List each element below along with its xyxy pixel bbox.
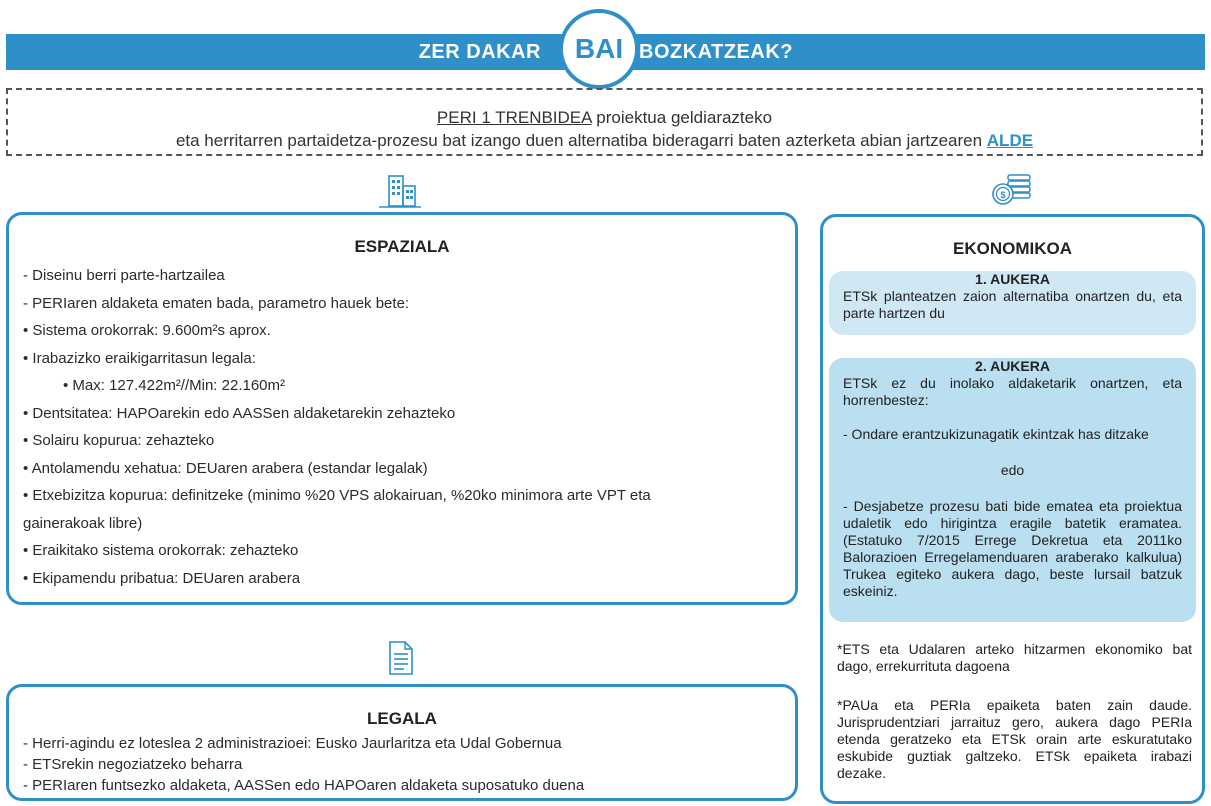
list-item: • Solairu kopurua: zehazteko bbox=[23, 432, 215, 449]
economic-note-1: *ETS eta Udalaren arteko hitzarmen ekonomiko bat dago, errekurrituta dagoena bbox=[837, 641, 1192, 674]
list-item: gainerakoak libre) bbox=[23, 514, 143, 532]
legala-box bbox=[6, 684, 798, 801]
option-2-para-2: - Ondare erantzukizunagatik ekintzak has ditzake bbox=[843, 426, 1149, 442]
intro-line-1 bbox=[8, 108, 1201, 128]
option-2-card bbox=[829, 358, 1196, 622]
legala-title: LEGALA bbox=[367, 709, 437, 728]
economic-note-2: *PAUa eta PERIa epaiketa baten zain daude. Jurisprudentziari jarraituz gero, aukera dago PERIa etenda geratzeko eta ETSk orain arte eskuratutako eskubide guztiak galtzeko. ETSk epaiketa irabazi dezake. bbox=[837, 697, 1192, 781]
list-item: - ETSrekin negoziatzeko beharra bbox=[23, 756, 243, 773]
intro-line-1-rest: proiektua geldiarazteko bbox=[591, 108, 773, 127]
legala-list bbox=[23, 733, 793, 796]
espaziala-box bbox=[6, 212, 798, 605]
list-item: • Eraikitako sistema orokorrak: zehazteko bbox=[23, 542, 299, 559]
option-1-title: 1. AUKERA bbox=[975, 271, 1050, 287]
espaziala-list bbox=[23, 262, 783, 592]
option-1-text: ETSk planteatzen zaion alternatiba onartzen du, eta parte hartzen du bbox=[843, 288, 1182, 321]
bai-label: BAI bbox=[574, 33, 624, 64]
option-2-or: edo bbox=[1000, 462, 1025, 478]
option-2-title: 2. AUKERA bbox=[975, 358, 1050, 374]
intro-line-2-text: eta herritarren partaidetza-prozesu bat izango duen alternatiba bideragarri baten azterketa abian jartzearen bbox=[175, 131, 987, 150]
list-item: • Ekipamendu pribatua: DEUaren arabera bbox=[23, 569, 301, 587]
coins-icon bbox=[990, 172, 1036, 206]
intro-line-2 bbox=[8, 131, 1201, 151]
intro-box bbox=[6, 88, 1203, 156]
list-item: • Max: 127.422m²//Min: 22.160m² bbox=[63, 377, 286, 394]
list-item: • Sistema orokorrak: 9.600m²s aprox. bbox=[23, 322, 271, 339]
list-item: • Dentsitatea: HAPOarekin edo AASSen aldaketarekin zehazteko bbox=[23, 404, 456, 422]
header-right-text: BOZKATZEAK? bbox=[639, 41, 793, 63]
option-2-para-1: ETSk ez du inolako aldaketarik onartzen, eta horrenbestez: bbox=[843, 375, 1182, 408]
list-item: • Irabazizko eraikigarritasun legala: bbox=[23, 349, 256, 367]
list-item: • Antolamendu xehatua: DEUaren arabera (estandar legalak) bbox=[23, 459, 428, 477]
alde-emphasis: ALDE bbox=[986, 131, 1034, 150]
list-item: • Etxebizitza kopurua: definitzeke (minimo %20 VPS alokairuan, %20ko minimora arte VPT eta bbox=[23, 487, 651, 504]
list-item: - Herri-agindu ez loteslea 2 administrazioei: Eusko Jaurlaritza eta Udal Gobernua bbox=[23, 735, 562, 752]
list-item: - PERIaren funtsezko aldaketa, AASSen edo HAPOaren aldaketa suposatuko duena bbox=[23, 777, 585, 794]
ekonomikoa-box bbox=[820, 214, 1205, 804]
bai-badge bbox=[559, 9, 639, 89]
project-name: PERI 1 TRENBIDEA bbox=[436, 108, 592, 127]
list-item: - PERIaren aldaketa ematen bada, parametro hauek bete: bbox=[23, 294, 410, 312]
option-1-card bbox=[829, 271, 1196, 335]
list-item: - Diseinu berri parte-hartzailea bbox=[23, 267, 225, 284]
document-icon bbox=[387, 640, 415, 676]
buildings-icon bbox=[377, 172, 423, 210]
header-left-text: ZER DAKAR bbox=[418, 41, 541, 63]
espaziala-title: ESPAZIALA bbox=[354, 237, 450, 256]
ekonomikoa-title: EKONOMIKOA bbox=[953, 239, 1072, 258]
option-2-para-4: - Desjabetze prozesu bati bide ematea eta proiektua udaletik edo hirigintza eragile batetik eramatea. (Estatuko 7/2015 Errege Dekretua eta 2011ko Balorazioen Erregelamenduaren araberako kalkulua) Trukea egiteko aukera dago, beste lursail batzuk eskeiniz. bbox=[843, 498, 1182, 599]
svg-text:$: $ bbox=[1000, 190, 1006, 200]
